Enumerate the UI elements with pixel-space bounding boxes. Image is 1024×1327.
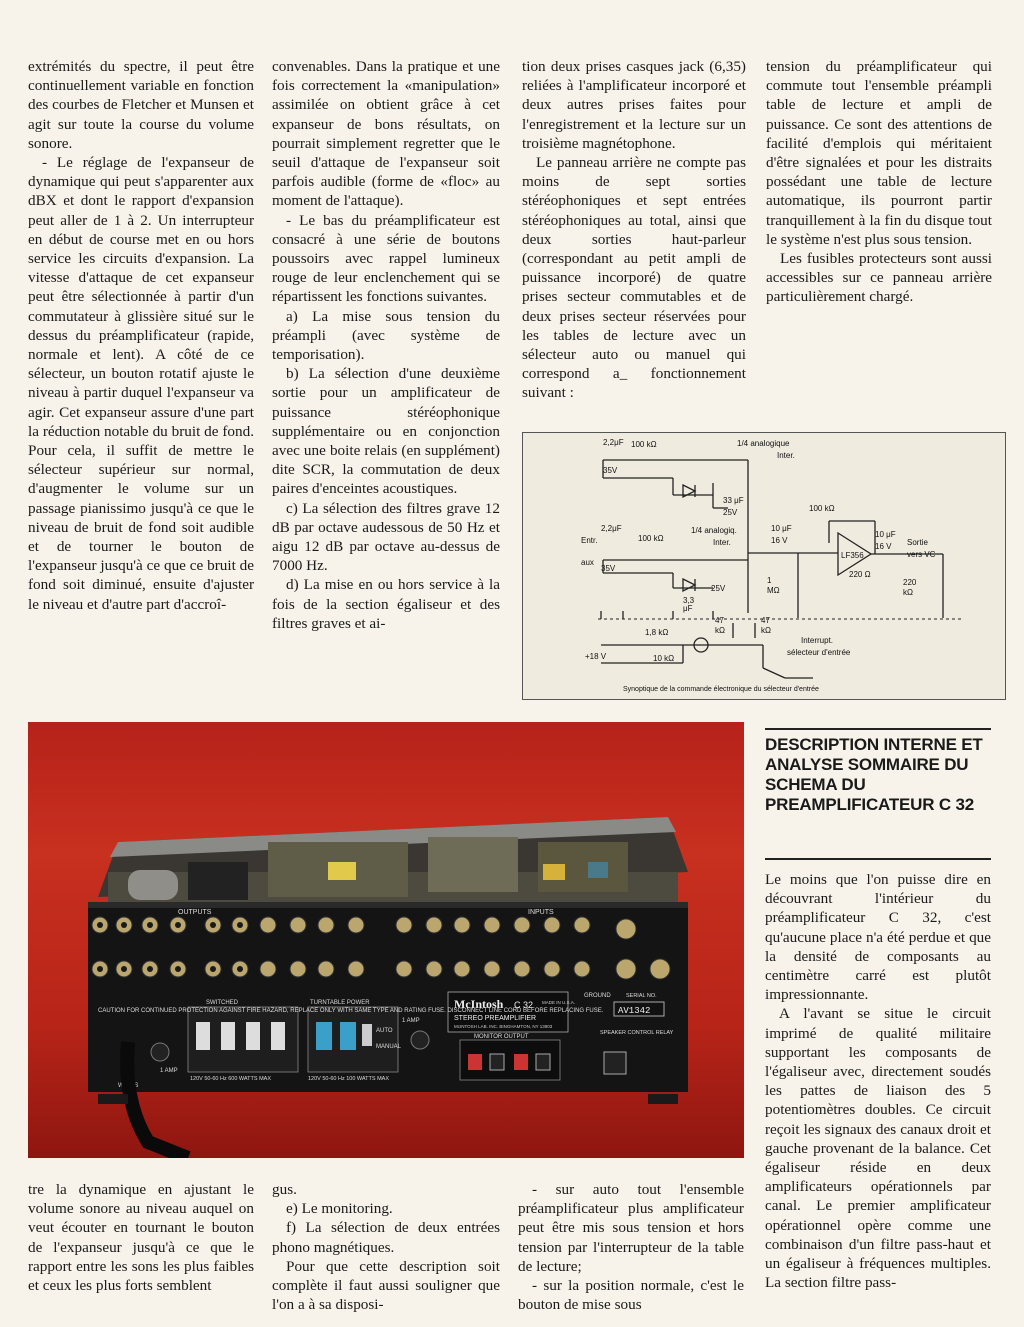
inputs-label: INPUTS — [528, 909, 554, 916]
schematic-diagram — [522, 432, 1006, 700]
model-label: C 32 — [514, 1000, 534, 1010]
paragraph: f) La sélection de deux entrées phono magnétiques. — [272, 1219, 500, 1256]
fuse-label-2: 1 AMP — [160, 1068, 178, 1074]
serial-value: AV1342 — [618, 1006, 651, 1016]
label-interrupt: Interrupt. — [801, 636, 834, 645]
brand-label: McIntosh — [454, 997, 504, 1011]
label-quarter-top: 1/4 analogique — [737, 439, 790, 448]
label-quarter-mid: 1/4 analogiq. — [691, 526, 737, 535]
label-r47b: 47 — [761, 616, 770, 625]
paragraph: Le panneau arrière ne compte pas moins de sept sorties stéréophoniques et sept entrées stéréophoniques au total, ainsi que deux sorties haut-parleur (correspondant au petit ampli de puissance incorporé) de quatre prises secteur commutables et de deux prises secteur réservées pour les tables de lecture avec un sélecteur auto ou manuel qui correspond a_ fonctionnement suivant : — [522, 154, 746, 402]
column-3-bottom — [518, 1180, 744, 1314]
heading-rule-bottom — [765, 858, 991, 860]
paragraph: tion deux prises casques jack (6,35) reliées à l'amplificateur incorporé et deux autres prises faites pour l'enregistrement et la lecture sur un troisième magnétophone. — [522, 58, 746, 152]
label-v25b: 25V — [711, 584, 726, 593]
column-4-top — [766, 57, 992, 307]
label-v25: 25V — [723, 508, 738, 517]
label-cap33: 33 μF — [723, 496, 744, 505]
column-4-bottom — [765, 870, 991, 1292]
label-v1: 35V — [603, 466, 618, 475]
label-r10: 10 kΩ — [653, 654, 675, 663]
label-v16: 16 V — [771, 536, 788, 545]
label-opamp: LF356 — [841, 551, 864, 560]
heading-rule — [765, 728, 991, 730]
label-r220: 220 Ω — [849, 570, 871, 579]
turntable-power-label: TURNTABLE POWER — [310, 1000, 370, 1006]
paragraph: tre la dynamique en ajustant le volume sonore au niveau auquel on veut écouter en tournant le bouton de l'expanseur jusqu'à ce que le rapport entre les sons les plus faibles et ceux les plus forts semblent — [28, 1181, 254, 1295]
label-cap33b: 3,3 — [683, 596, 695, 605]
switched-label: SWITCHED — [206, 1000, 238, 1006]
paragraph: gus. — [272, 1181, 297, 1198]
label-r1m: 1 — [767, 576, 772, 585]
label-inter-mid: Inter. — [713, 538, 731, 547]
rear-panel-photo — [28, 722, 744, 1158]
column-3-top — [522, 57, 746, 403]
ac-outlet-2-label: 120V 50-60 Hz 100 WATTS MAX — [308, 1076, 390, 1082]
schematic-caption: Synoptique de la commande électronique du sélecteur d'entrée — [623, 686, 819, 693]
paragraph: a) La mise sous tension du préampli (avec système de temporisation). — [272, 307, 500, 364]
label-r47a: 47 — [715, 616, 724, 625]
paragraph: - Le bas du préamplificateur est consacré à une série de boutons poussoirs avec rappel lumineux rouge de leur enclenchement qui se répartissent les fonctions suivantes. — [272, 211, 500, 306]
paragraph: Les fusibles protecteurs sont aussi accessibles sur ce panneau arrière particulièrement chargé. — [766, 250, 992, 306]
label-versvc: vers VC — [907, 550, 936, 559]
auto-label: AUTO — [376, 1028, 393, 1034]
paragraph: - sur auto tout l'ensemble préamplificateur plus amplificateur peut être mis sous tension et hors tension par l'interrupteur de la table de lecture; — [518, 1181, 744, 1275]
paragraph: c) La sélection des filtres grave 12 dB par octave audessous de 50 Hz et aigu 12 dB par octave au-dessus de 7000 Hz. — [272, 499, 500, 575]
label-sortie: Sortie — [907, 538, 928, 547]
paragraph: d) La mise en ou hors service à la fois de la section égaliseur et des filtres graves et ai- — [272, 576, 500, 632]
label-v2: 35V — [601, 564, 616, 573]
label-c10b: 10 μF — [875, 530, 896, 539]
label-v16b: 16 V — [875, 542, 892, 551]
paragraph: - Le réglage de l'expanseur de dynamique qui peut s'apparenter aux dBX et dont le rapport d'expansion peut aller de 1 à 2. Un interrupteur en début de course met en ou hors service les circuits d'expansion. La vitesse d'attaque de cet expanseur peut être sélectionnée à partir d'un commutateur à glissière situé sur le dessus du préamplificateur (rapide, normale et lent). A côté de ce sélecteur, un bouton rotatif ajuste le niveau à partir duquel l'expanseur va agir. Cet expanseur assure d'une part la réduction notable du bruit de fond. Pour cela, il suffit de mettre le sélecteur supérieur sur normal, d'augmenter le volume sur un passage pianissimo jusqu'à ce que le niveau de bruit de fond soit audible et de tourner le bouton de l'expanseur jusqu'à ce que ce bruit de fond soit diminué, ensuite d'ajuster le niveau et d'autre part d'accroî- — [28, 154, 254, 613]
column-1-bottom — [28, 1180, 254, 1295]
paragraph: convenables. Dans la pratique et une fois correctement la «manipulation» assimilée on obtient grâce à cet expanseur de bons résultats, on pourrait simplement regretter que le seuil d'attaque de l'expanseur soit parfois audible (forme de «floc» au moment de l'attaque). — [272, 58, 500, 210]
label-selecteur: sélecteur d'entrée — [787, 648, 851, 657]
ground-label: GROUND — [584, 993, 611, 999]
label-r220k: 220 — [903, 578, 917, 587]
outputs-label: OUTPUTS — [178, 909, 212, 916]
manual-label: MANUAL — [376, 1044, 402, 1050]
paragraph: extrémités du spectre, il peut être continuellement variable en fonction des courbes de Fletcher et Munsen et agit sur toute la course du volume sonore. — [28, 58, 254, 152]
paragraph: A l'avant se situe le circuit imprimé de qualité militaire supportant les composants de l'égaliseur avec, directement soudés les pattes de liaison des 5 potentiomètres doubles. Ce circuit reçoit les signaux des canaux droit et gauche provenant de la balance. Cet égaliseur réside en deux amplificateurs opérationnels par canal. Le premier amplificateur opérationnel opère comme une combinaison d'un filtre pass-haut et un égaliseur à fréquences multiples. La section filtre pass- — [765, 1005, 991, 1292]
product-label: STEREO PREAMPLIFIER — [454, 1015, 537, 1022]
made-label: MADE IN U.S.A. — [542, 1000, 576, 1005]
label-pf: μF — [683, 604, 693, 613]
rear-panel-illustration — [28, 722, 744, 1158]
paragraph: Pour que cette description soit complète il faut aussi souligner que l'on a à sa disposi- — [272, 1257, 500, 1314]
label-r1: 100 kΩ — [631, 440, 657, 449]
fuse-label: 1 AMP — [402, 1018, 420, 1024]
speaker-relay-label: SPEAKER CONTROL RELAY — [600, 1030, 674, 1036]
label-mohm: MΩ — [767, 586, 780, 595]
label-r18: 1,8 kΩ — [645, 628, 669, 637]
paragraph: Le moins que l'on puisse dire en découvrant l'intérieur du préamplificateur C 32, c'est qu'aucune place n'a été perdue et que la densité de composants au centimètre carré est plutôt impressionnante. — [765, 871, 991, 1004]
watts-label: WATTS — [118, 1083, 139, 1089]
ac-outlet-1-label: 120V 50-60 Hz 600 WATTS MAX — [190, 1076, 272, 1082]
caution-label: CAUTION FOR CONTINUED PROTECTION AGAINST FIRE HAZARD, REPLACE ONLY WITH SAME TYPE AND RATING FUSE. DISCONNECT LINE CORD BEFORE REPLACING FUSE. — [98, 1008, 604, 1014]
label-kohm: kΩ — [903, 588, 913, 597]
label-r100: 100 kΩ — [809, 504, 835, 513]
label-c10: 10 μF — [771, 524, 792, 533]
label-kohmb: kΩ — [761, 626, 771, 635]
label-kohma: kΩ — [715, 626, 725, 635]
label-plus18: +18 V — [585, 652, 607, 661]
label-inter-top: Inter. — [777, 451, 795, 460]
monitor-output-label: MONITOR OUTPUT — [474, 1034, 529, 1040]
label-c2: 2,2μF — [601, 524, 622, 533]
maker-label: McINTOSH LAB. INC. BINGHAMTON, NY 13903 — [454, 1024, 553, 1029]
paragraph: b) La sélection d'une deuxième sortie pour un amplificateur de puissance stéréophonique supplémentaire ou en conjonction avec une boite relais (en supplément) dite SCR, la commutation de deux paires d'enceintes acoustiques. — [272, 365, 500, 498]
label-c1: 2,2μF — [603, 438, 624, 447]
column-2-top — [272, 57, 500, 633]
paragraph: tension du préamplificateur qui commute tout l'ensemble préampli table de lecture et ampli de puissance. Ce sont des attentions de facilité d'emplois qui méritaient d'être signalées et pour les distraits possédant une table de lecture automatique, ils pourront partir tranquillement à la fin du disque tout le système n'est plus sous tension. — [766, 58, 992, 248]
label-r2: 100 kΩ — [638, 534, 664, 543]
column-2-bottom — [272, 1180, 500, 1314]
section-heading: DESCRIPTION INTERNE ET ANALYSE SOMMAIRE DU SCHEMA DU PREAMPLIFICATEUR C 32 — [765, 735, 983, 814]
paragraph: - sur la position normale, c'est le bouton de mise sous — [518, 1277, 744, 1314]
schematic-svg — [523, 433, 1005, 699]
column-1-top — [28, 57, 254, 614]
serial-no-label: SERIAL NO. — [626, 993, 657, 999]
label-aux: aux — [581, 558, 594, 567]
label-entr: Entr. — [581, 536, 598, 545]
paragraph: e) Le monitoring. — [286, 1200, 393, 1218]
